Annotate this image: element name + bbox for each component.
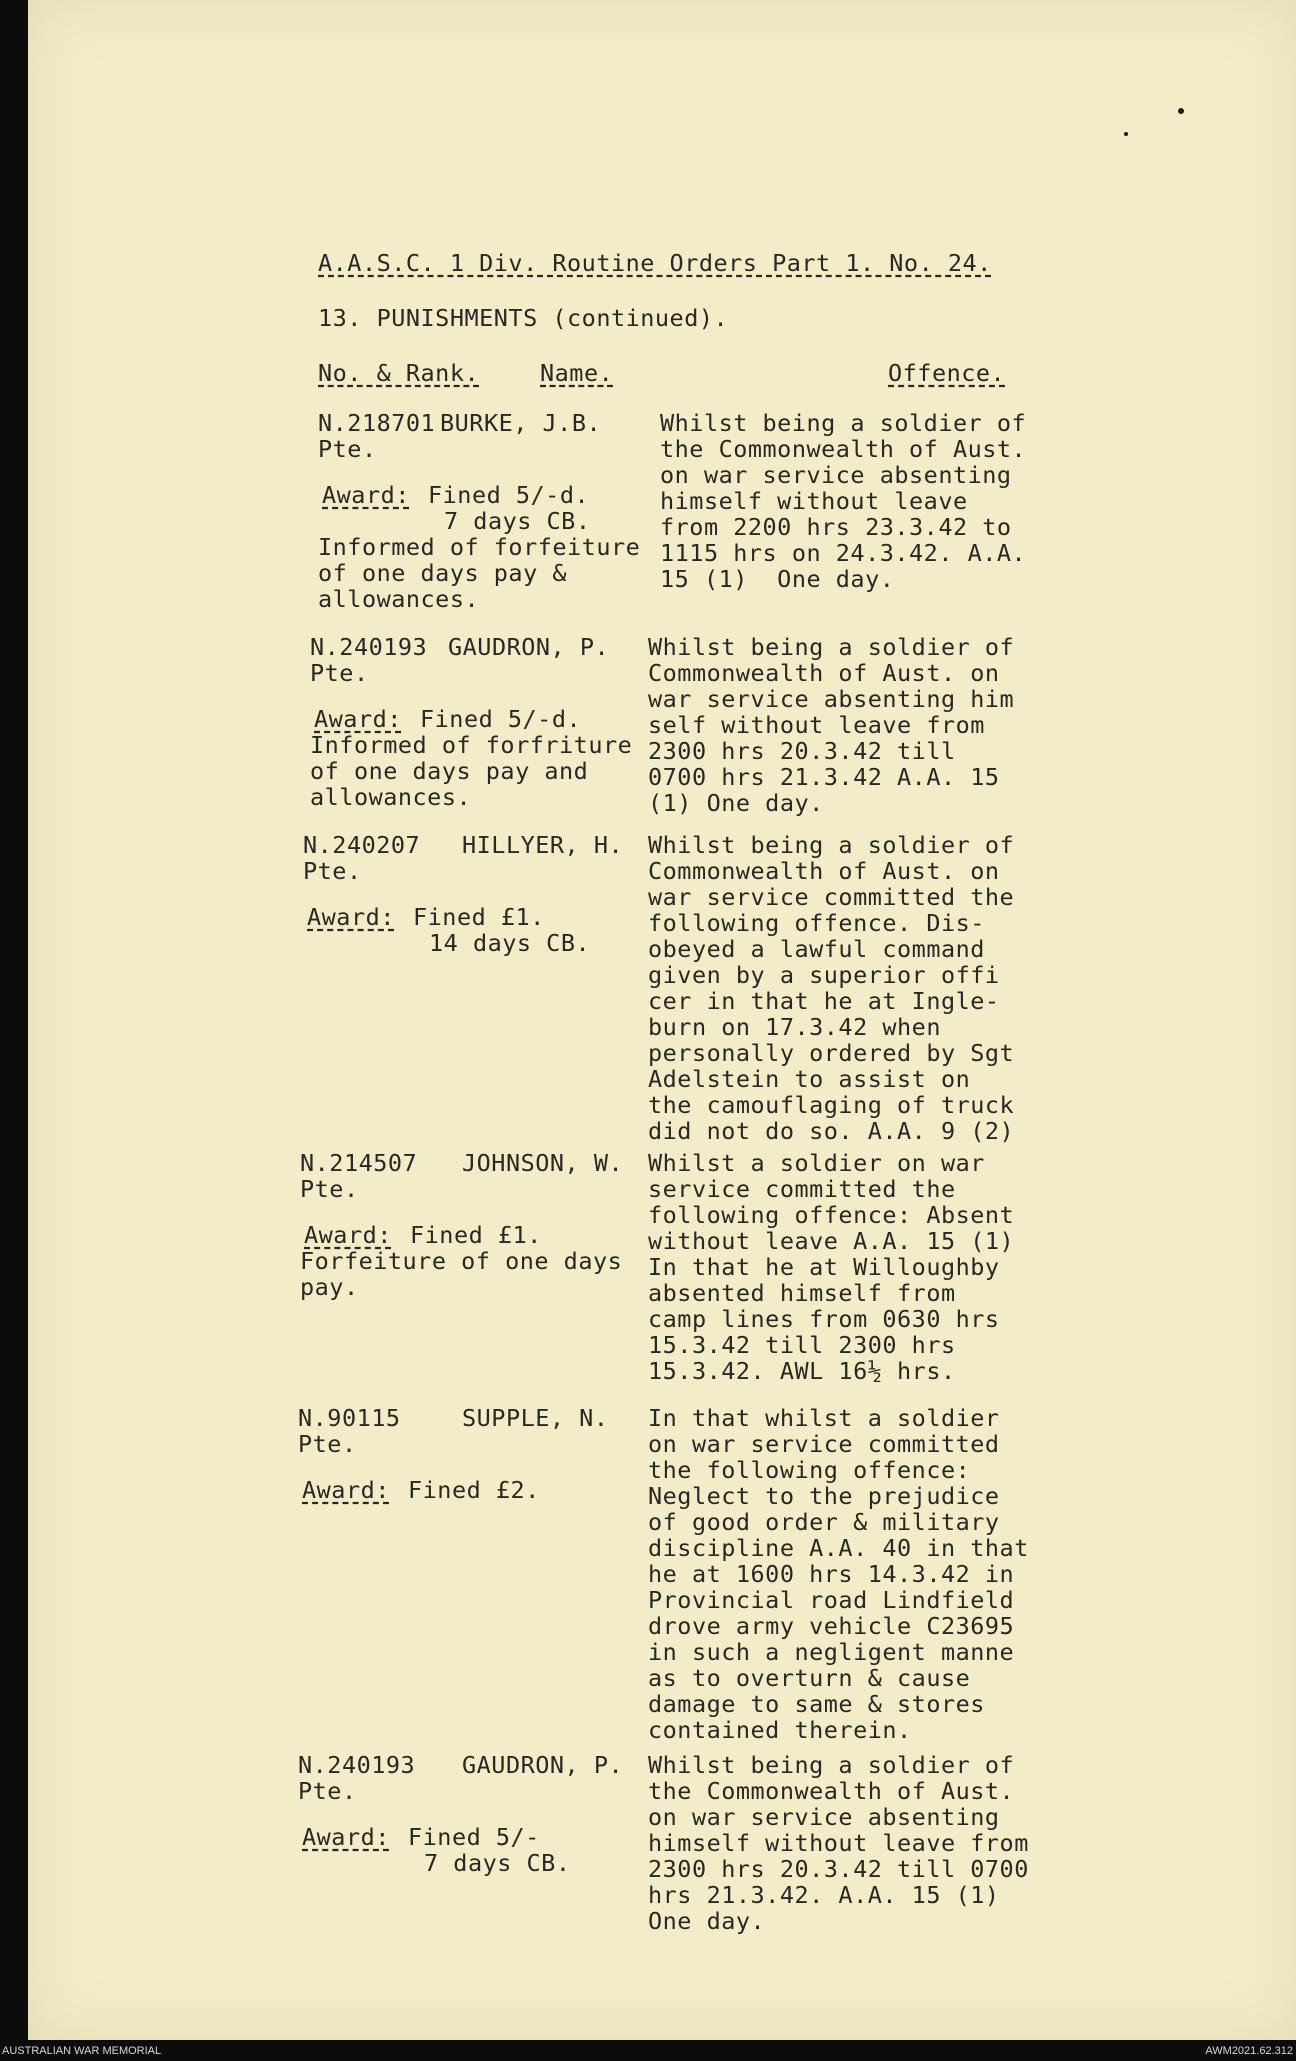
award-note: allowances. — [318, 585, 480, 613]
soldier-name: HILLYER, H. — [462, 831, 624, 859]
offence-line: Adelstein to assist on — [648, 1065, 971, 1093]
offence-line: cer in that he at Ingle- — [648, 987, 1000, 1015]
footer-bar — [0, 2043, 1296, 2061]
award-note: Informed of forfeiture — [318, 533, 641, 561]
offence-line: as to overturn & cause — [648, 1664, 971, 1692]
offence-line: 1115 hrs on 24.3.42. A.A. — [660, 539, 1027, 567]
offence-line: 15.3.42 till 2300 hrs — [648, 1331, 956, 1359]
offence-line: Commonwealth of Aust. on — [648, 857, 1000, 885]
offence-line: burn on 17.3.42 when — [648, 1013, 941, 1041]
offence-line: himself without leave from — [648, 1829, 1029, 1857]
rank: Pte. — [298, 1777, 357, 1805]
offence-line: Whilst being a soldier of — [648, 633, 1015, 661]
offence-line: One day. — [648, 1907, 766, 1935]
award-note: Informed of forfriture — [310, 731, 633, 759]
service-number: N.218701 — [318, 409, 436, 437]
rank: Pte. — [318, 435, 377, 463]
offence-line: personally ordered by Sgt — [648, 1039, 1015, 1067]
offence-line: obeyed a lawful command — [648, 935, 985, 963]
award-detail: Fined £1. — [410, 1221, 542, 1249]
soldier-name: JOHNSON, W. — [462, 1149, 624, 1177]
rank: Pte. — [300, 1175, 359, 1203]
service-number: N.240207 — [303, 831, 421, 859]
award-note: allowances. — [310, 783, 472, 811]
award-label: Award: — [302, 1476, 390, 1504]
soldier-name: GAUDRON, P. — [462, 1751, 624, 1779]
offence-line: damage to same & stores — [648, 1690, 985, 1718]
offence-line: did not do so. A.A. 9 (2) — [648, 1117, 1015, 1145]
award-label: Award: — [302, 1823, 390, 1851]
offence-line: given by a superior offi — [648, 961, 1000, 989]
service-number: N.214507 — [300, 1149, 418, 1177]
offence-line: he at 1600 hrs 14.3.42 in — [648, 1560, 1015, 1588]
paper-mark — [1178, 108, 1184, 114]
award-detail: Fined £2. — [408, 1476, 540, 1504]
footer-accession-number: AWM2021.62.312 — [1205, 2045, 1293, 2057]
column-header-offence: Offence. — [888, 359, 1006, 387]
award-detail: Fined 5/-d. — [428, 481, 590, 509]
offence-line: 2300 hrs 20.3.42 till — [648, 737, 956, 765]
award-note: of one days pay & — [318, 559, 568, 587]
offence-line: discipline A.A. 40 in that — [648, 1534, 1029, 1562]
offence-line: in such a negligent manne — [648, 1638, 1015, 1666]
service-number: N.240193 — [310, 633, 428, 661]
soldier-name: BURKE, J.B. — [440, 409, 602, 437]
paper-mark — [1124, 132, 1128, 136]
document-header: A.A.S.C. 1 Div. Routine Orders Part 1. No. 24. — [318, 249, 992, 277]
offence-line: Whilst being a soldier of — [660, 409, 1027, 437]
award-note: Forfeiture of one days — [300, 1247, 623, 1275]
offence-line: following offence. Dis- — [648, 909, 985, 937]
offence-line: 2300 hrs 20.3.42 till 0700 — [648, 1855, 1029, 1883]
offence-line: service committed the — [648, 1175, 956, 1203]
offence-line: of good order & military — [648, 1508, 1000, 1536]
award-detail: Fined 5/- — [408, 1823, 540, 1851]
offence-line: (1) One day. — [648, 789, 824, 817]
offence-line: 0700 hrs 21.3.42 A.A. 15 — [648, 763, 1000, 791]
rank: Pte. — [310, 659, 369, 687]
service-number: N.240193 — [298, 1751, 416, 1779]
offence-line: Whilst being a soldier of — [648, 1751, 1015, 1779]
offence-line: In that whilst a soldier — [648, 1404, 1000, 1432]
offence-line: absented himself from — [648, 1279, 956, 1307]
offence-line: Commonwealth of Aust. on — [648, 659, 1000, 687]
offence-line: the Commonwealth of Aust. — [648, 1777, 1015, 1805]
service-number: N.90115 — [298, 1404, 401, 1432]
soldier-name: GAUDRON, P. — [448, 633, 610, 661]
offence-line: on war service absenting — [648, 1803, 1000, 1831]
offence-line: 15 (1) One day. — [660, 565, 895, 593]
offence-line: war service absenting him — [648, 685, 1015, 713]
award-label: Award: — [314, 705, 402, 733]
section-title — [318, 305, 728, 331]
rank: Pte. — [298, 1430, 357, 1458]
award-detail: Fined 5/-d. — [420, 705, 582, 733]
award-note: of one days pay and — [310, 757, 589, 785]
footer-archive-name: AUSTRALIAN WAR MEMORIAL — [2, 2045, 162, 2057]
offence-line: camp lines from 0630 hrs — [648, 1305, 1000, 1333]
award-detail: 7 days CB. — [444, 507, 591, 535]
column-header-name: Name. — [540, 359, 614, 387]
offence-line: hrs 21.3.42. A.A. 15 (1) — [648, 1881, 1000, 1909]
offence-line: drove army vehicle C23695 — [648, 1612, 1015, 1640]
award-detail: 14 days CB. — [429, 929, 591, 957]
offence-line: Provincial road Lindfield — [648, 1586, 1015, 1614]
offence-line: the Commonwealth of Aust. — [660, 435, 1027, 463]
award-label: Award: — [307, 903, 395, 931]
offence-line: contained therein. — [648, 1716, 912, 1744]
offence-line: Whilst a soldier on war — [648, 1149, 985, 1177]
offence-line: himself without leave — [660, 487, 968, 515]
offence-line: Whilst being a soldier of — [648, 831, 1015, 859]
offence-line: without leave A.A. 15 (1) — [648, 1227, 1015, 1255]
offence-line: war service committed the — [648, 883, 1015, 911]
column-header-no-rank: No. & Rank. — [318, 359, 480, 387]
soldier-name: SUPPLE, N. — [462, 1404, 609, 1432]
award-label: Award: — [304, 1221, 392, 1249]
award-label: Award: — [322, 481, 410, 509]
award-detail: Fined £1. — [413, 903, 545, 931]
offence-line: on war service committed — [648, 1430, 1000, 1458]
offence-line: 15.3.42. AWL 16½ hrs. — [648, 1357, 956, 1385]
offence-line: self without leave from — [648, 711, 985, 739]
award-detail: 7 days CB. — [424, 1849, 571, 1877]
offence-line: In that he at Willoughby — [648, 1253, 1000, 1281]
award-note: pay. — [300, 1273, 359, 1301]
rank: Pte. — [303, 857, 362, 885]
offence-line: from 2200 hrs 23.3.42 to — [660, 513, 1012, 541]
section-title-text: 13. PUNISHMENTS (continued). — [318, 304, 729, 332]
offence-line: the following offence: — [648, 1456, 971, 1484]
offence-line: Neglect to the prejudice — [648, 1482, 1000, 1510]
offence-line: following offence: Absent — [648, 1201, 1015, 1229]
offence-line: the camouflaging of truck — [648, 1091, 1015, 1119]
offence-line: on war service absenting — [660, 461, 1012, 489]
